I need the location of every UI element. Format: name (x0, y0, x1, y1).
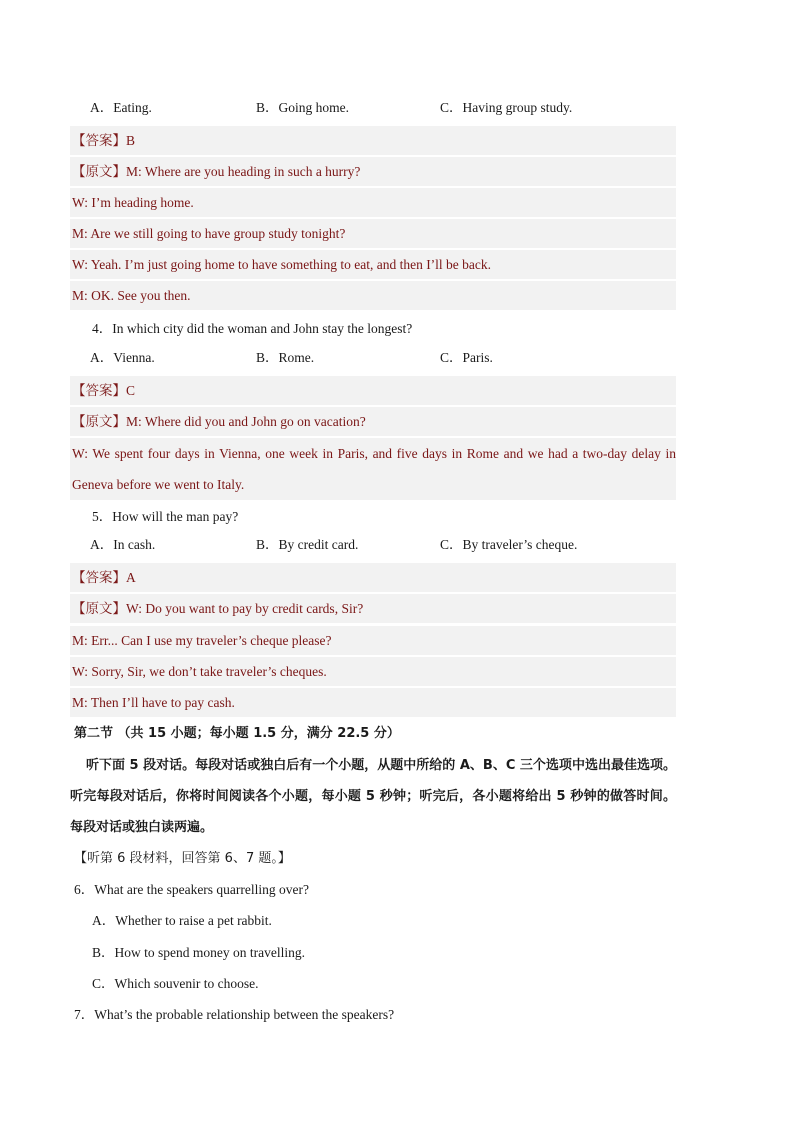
q3-answer (70, 126, 676, 155)
q5-transcript-line: W: Sorry, Sir, we don’t take traveler’s cheques. (70, 657, 676, 686)
section-instructions: 听下面 5 段对话。每段对话或独白后有一个小题，从题中所给的 A、B、C 三个选项中选出最佳选项。听完每段对话后，你将时间阅读各个小题，每小题 5 秒钟；听完后，各小题将给出 5 秒钟的做答时间。每段对话或独白读两遍。 (70, 758, 676, 835)
answer-value: A (126, 570, 136, 585)
transcript-text: M: Where are you heading in such a hurry? (126, 164, 361, 179)
q7-question: 7．What’s the probable relationship between the speakers? (74, 1007, 395, 1022)
answer-tag: 【答案】 (72, 570, 126, 586)
q5-transcript-line: M: Then I’ll have to pay cash. (70, 688, 676, 717)
q3-transcript-line: W: Yeah. I’m just going home to have something to eat, and then I’ll be back. (70, 250, 676, 279)
q4-option-b: B．Rome. (256, 350, 315, 365)
q3-option-a: A．Eating. (90, 100, 152, 115)
transcript-tag: 【原文】 (72, 164, 126, 180)
q5-transcript-line: M: Err... Can I use my traveler’s cheque please? (70, 626, 676, 655)
transcript-text: W: Do you want to pay by credit cards, Sir? (126, 601, 364, 616)
q3-transcript-line: W: I’m heading home. (70, 188, 676, 217)
q4-option-a: A．Vienna. (90, 350, 155, 365)
q6-option-b: B．How to spend money on travelling. (92, 945, 305, 960)
transcript-tag: 【原文】 (72, 601, 126, 617)
q6-question: 6．What are the speakers quarrelling over? (74, 882, 310, 897)
answer-value: B (126, 133, 136, 148)
q5-answer (70, 563, 676, 592)
q4-transcript-line: W: We spent four days in Vienna, one week in Paris, and five days in Rome and we had a two-day delay in Geneva before we went to Italy. (70, 438, 676, 500)
q5-option-a: A．In cash. (90, 537, 156, 552)
q5-option-c: C．By traveler’s cheque. (440, 537, 578, 552)
q6-option-a: A．Whether to raise a pet rabbit. (92, 913, 272, 928)
q4-answer (70, 376, 676, 405)
q5-option-b: B．By credit card. (256, 537, 359, 552)
q3-transcript-line: M: Are we still going to have group study tonight? (70, 219, 676, 248)
q6-option-c: C．Which souvenir to choose. (92, 976, 259, 991)
q4-option-c: C．Paris. (440, 350, 493, 365)
section-heading: 第二节 （共 15 小题；每小题 1.5 分，满分 22.5 分） (74, 726, 400, 741)
answer-tag: 【答案】 (72, 133, 126, 149)
answer-tag: 【答案】 (72, 383, 126, 399)
material-note: 【听第 6 段材料，回答第 6、7 题。】 (74, 851, 291, 866)
q3-transcript-line: M: OK. See you then. (70, 281, 676, 310)
q3-option-b: B．Going home. (256, 100, 349, 115)
answer-value: C (126, 383, 136, 398)
q4-transcript-line (70, 407, 676, 436)
q4-question: 4．In which city did the woman and John stay the longest? (92, 321, 413, 336)
q5-question: 5．How will the man pay? (92, 509, 239, 524)
transcript-tag: 【原文】 (72, 414, 126, 430)
transcript-text: M: Where did you and John go on vacation? (126, 414, 366, 429)
q3-option-c: C．Having group study. (440, 100, 573, 115)
q3-transcript-line (70, 157, 676, 186)
q5-transcript-line (70, 594, 676, 623)
